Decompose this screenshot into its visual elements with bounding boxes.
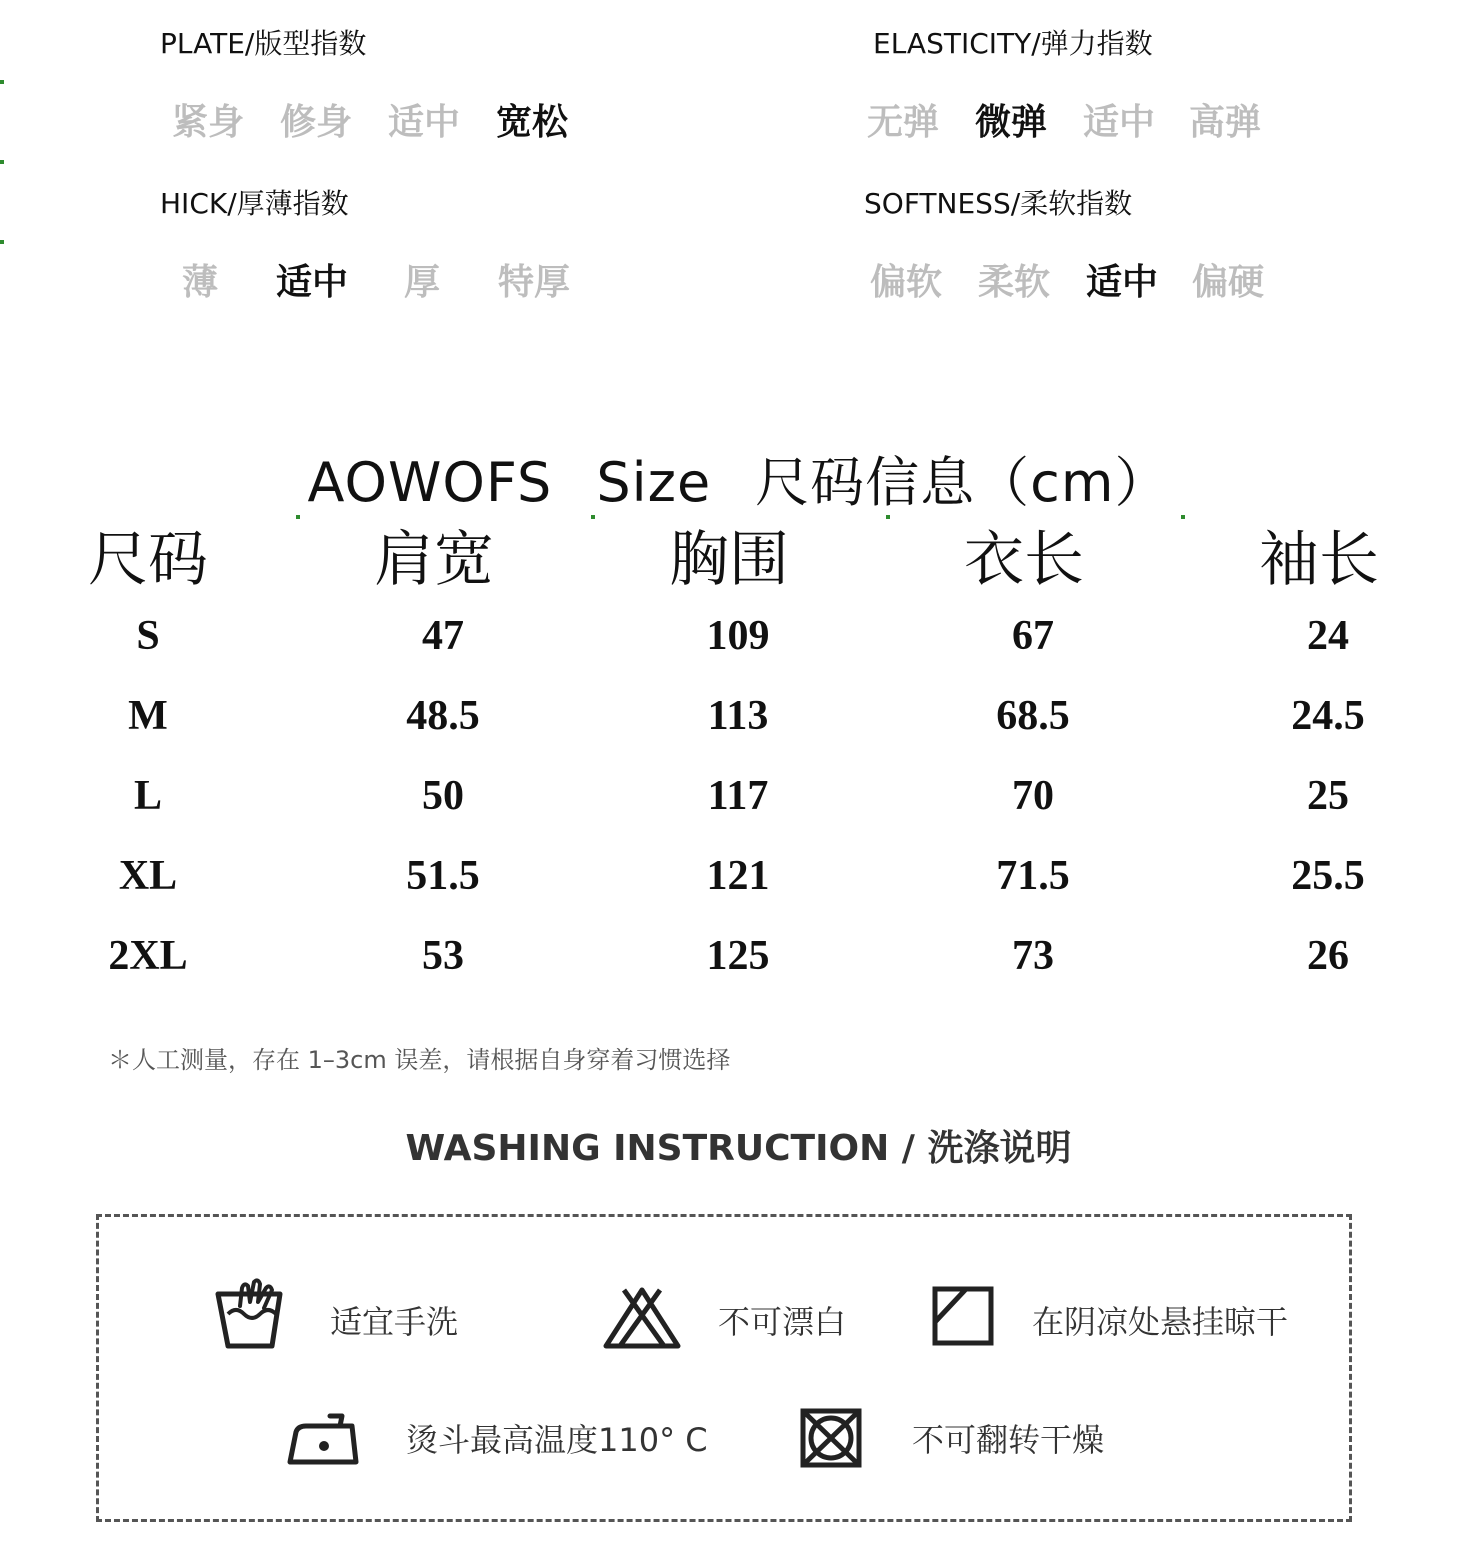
decor-tick [0, 160, 4, 164]
header-length: 衣长 [964, 525, 1084, 595]
cell-size: 2XL [108, 933, 188, 979]
brand-name: AOWOFS [307, 451, 553, 514]
cell-shoulder: 50 [422, 773, 464, 819]
cell-size: L [133, 773, 162, 819]
washing-title: WASHING INSTRUCTION / 洗涤说明 [405, 1128, 1072, 1169]
cell-length: 70 [1012, 773, 1054, 819]
header-sleeve: 袖长 [1259, 525, 1379, 595]
plate-option: 修身 [280, 102, 353, 143]
thickness-option: 厚 [404, 262, 441, 303]
cell-shoulder: 47 [422, 613, 464, 659]
header-chest: 胸围 [669, 525, 789, 595]
iron-label: 烫斗最高温度110° C [406, 1421, 708, 1459]
cell-size: XL [118, 853, 178, 899]
size-word: Size [596, 451, 712, 514]
cell-shoulder: 53 [422, 933, 464, 979]
cell-chest: 113 [707, 693, 769, 739]
elasticity-index-title: ELASTICITY/弹力指数 [873, 27, 1153, 60]
cell-shoulder: 51.5 [406, 853, 480, 899]
elasticity-option: 无弹 [867, 102, 940, 143]
cell-length: 71.5 [996, 853, 1070, 899]
size-chart-title [0, 440, 1477, 517]
shade-dry-label: 在阴凉处悬挂晾干 [1032, 1303, 1289, 1341]
no-tumble-dry-icon [800, 1408, 864, 1470]
thickness-option: 适中 [276, 262, 349, 303]
elasticity-option: 高弹 [1189, 102, 1262, 143]
iron-icon [286, 1406, 362, 1468]
plate-option: 宽松 [496, 102, 569, 143]
cell-sleeve: 24.5 [1291, 693, 1365, 739]
softness-option: 偏软 [870, 262, 943, 303]
cell-length: 68.5 [996, 693, 1070, 739]
cell-sleeve: 25.5 [1291, 853, 1365, 899]
no-bleach-label: 不可漂白 [718, 1303, 847, 1341]
cell-length: 67 [1012, 613, 1054, 659]
header-size: 尺码 [88, 525, 208, 595]
elasticity-option: 微弹 [975, 102, 1048, 143]
softness-index-title: SOFTNESS/柔软指数 [864, 187, 1133, 220]
cell-sleeve: 25 [1307, 773, 1349, 819]
cell-chest: 109 [706, 613, 770, 659]
plate-index-title: PLATE/版型指数 [160, 27, 367, 60]
plate-option: 适中 [388, 102, 461, 143]
cell-chest: 125 [706, 933, 770, 979]
decor-tick [0, 240, 4, 244]
softness-option: 柔软 [978, 262, 1051, 303]
cell-length: 73 [1012, 933, 1054, 979]
hand-wash-icon [214, 1278, 290, 1354]
cell-chest: 117 [707, 773, 769, 819]
softness-option: 适中 [1086, 262, 1159, 303]
softness-option: 偏硬 [1192, 262, 1265, 303]
cell-sleeve: 26 [1307, 933, 1349, 979]
thickness-index-title: HICK/厚薄指数 [160, 187, 349, 220]
thickness-option: 特厚 [498, 262, 571, 303]
cell-size: M [128, 693, 168, 739]
cell-chest: 121 [706, 853, 770, 899]
decor-tick [0, 80, 4, 84]
no-bleach-icon [602, 1286, 682, 1350]
shade-dry-icon [932, 1286, 996, 1348]
washing-box [96, 1214, 1352, 1522]
no-tumble-dry-label: 不可翻转干燥 [912, 1421, 1105, 1459]
plate-option: 紧身 [172, 102, 245, 143]
thickness-option: 薄 [182, 262, 219, 303]
measurement-note: ＊人工测量，存在 1–3cm 误差，请根据自身穿着习惯选择 [108, 1046, 731, 1074]
size-info-unit: 尺码信息（cm） [755, 451, 1170, 514]
cell-sleeve: 24 [1307, 613, 1349, 659]
cell-shoulder: 48.5 [406, 693, 480, 739]
hand-wash-label: 适宜手洗 [330, 1303, 459, 1341]
elasticity-option: 适中 [1083, 102, 1156, 143]
cell-size: S [136, 613, 160, 659]
header-shoulder: 肩宽 [374, 525, 494, 595]
